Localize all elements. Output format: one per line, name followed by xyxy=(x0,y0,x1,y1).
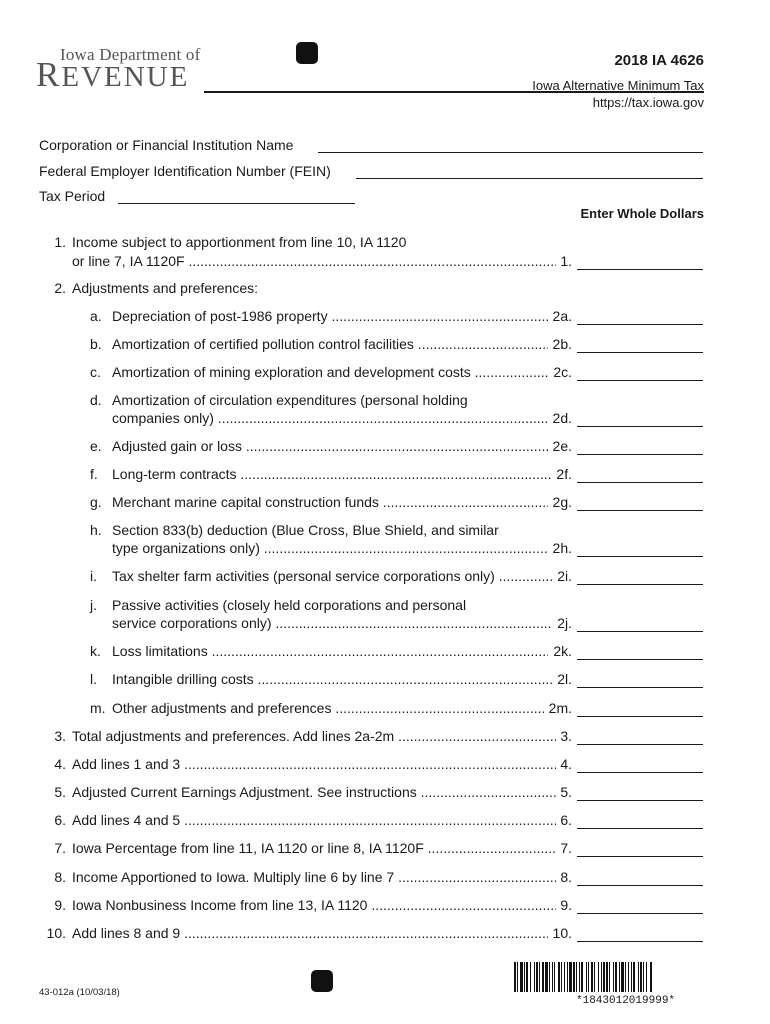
line-number: 8. xyxy=(54,869,66,885)
line-9-amount-input[interactable] xyxy=(577,913,703,914)
line-text xyxy=(112,568,554,584)
line-text: Passive activities (closely held corporations and personal xyxy=(112,597,467,613)
line-label: Other adjustments and preferences xyxy=(112,700,332,716)
tax-period-input[interactable] xyxy=(118,203,355,204)
line-text xyxy=(112,700,544,716)
barcode xyxy=(514,962,739,992)
line-2a-amount-input[interactable] xyxy=(577,324,703,325)
line-text-cont xyxy=(112,410,548,426)
line-label: Add lines 8 and 9 xyxy=(72,925,181,941)
tax-period-label: Tax Period xyxy=(39,188,106,204)
form-title: 2018 IA 4626 xyxy=(614,52,704,69)
line-text-cont xyxy=(112,540,548,556)
line-text xyxy=(112,438,548,454)
line-number: 2. xyxy=(54,280,66,296)
line-letter: k. xyxy=(90,643,101,659)
line-text xyxy=(112,336,548,352)
line-ref: 2j. xyxy=(557,615,572,631)
line-letter: h. xyxy=(90,522,102,538)
line-label: Iowa Percentage from line 11, IA 1120 or line 8, IA 1120F xyxy=(72,840,424,856)
barcode-number: *1843012019999* xyxy=(576,995,676,1007)
line-6-amount-input[interactable] xyxy=(577,828,703,829)
line-text xyxy=(112,643,548,659)
line-ref: 2a. xyxy=(552,308,572,324)
line-ref: 2l. xyxy=(557,671,572,687)
line-letter: f. xyxy=(90,466,98,482)
line-ref: 2g. xyxy=(552,494,572,510)
line-ref: 4. xyxy=(560,756,572,772)
line-2h-amount-input[interactable] xyxy=(577,556,703,557)
line-letter: i. xyxy=(90,568,97,584)
line-letter: a. xyxy=(90,308,102,324)
line-label: Adjusted gain or loss xyxy=(112,438,242,454)
line-text-cont-label: type organizations only) xyxy=(112,540,260,556)
line-label: Intangible drilling costs xyxy=(112,671,254,687)
line-number: 7. xyxy=(54,840,66,856)
fein-field-label: Federal Employer Identification Number (FEIN) xyxy=(39,163,331,179)
line-label: Depreciation of post-1986 property xyxy=(112,308,328,324)
line-ref: 2m. xyxy=(548,700,572,716)
line-2b-amount-input[interactable] xyxy=(577,352,703,353)
line-label: Iowa Nonbusiness Income from line 13, IA 1120 xyxy=(72,897,368,913)
line-label: Amortization of mining exploration and development costs xyxy=(112,364,471,380)
line-label: Amortization of certified pollution control facilities xyxy=(112,336,414,352)
line-2l-amount-input[interactable] xyxy=(577,687,703,688)
line-text: Section 833(b) deduction (Blue Cross, Blue Shield, and similar xyxy=(112,522,499,538)
line-4-amount-input[interactable] xyxy=(577,772,703,773)
line-2i-amount-input[interactable] xyxy=(577,584,703,585)
line-number: 6. xyxy=(54,812,66,828)
line-2m-amount-input[interactable] xyxy=(577,716,703,717)
line-text: Adjustments and preferences: xyxy=(72,280,258,296)
line-text-cont-label: companies only) xyxy=(112,410,214,426)
line-ref: 2e. xyxy=(552,438,572,454)
line-number: 4. xyxy=(54,756,66,772)
agency-name: Iowa Department of xyxy=(60,45,201,64)
line-letter: l. xyxy=(90,671,97,687)
website-link[interactable]: https://tax.iowa.gov xyxy=(592,95,704,110)
line-2e-amount-input[interactable] xyxy=(577,454,703,455)
line-ref: 2f. xyxy=(556,466,572,482)
line-ref: 7. xyxy=(560,840,572,856)
line-label: Total adjustments and preferences. Add lines 2a-2m xyxy=(72,728,395,744)
line-ref: 3. xyxy=(560,728,572,744)
line-2j-amount-input[interactable] xyxy=(577,631,703,632)
agency-logo-revenue xyxy=(36,57,189,92)
line-label: Merchant marine capital construction funds xyxy=(112,494,379,510)
line-ref: 2b. xyxy=(552,336,572,352)
line-text: Amortization of circulation expenditures (personal holding xyxy=(112,392,468,408)
line-text xyxy=(72,925,548,941)
line-text xyxy=(72,840,556,856)
line-text-cont xyxy=(72,253,556,269)
line-letter: e. xyxy=(90,438,102,454)
line-text xyxy=(72,897,556,913)
line-ref: 2h. xyxy=(552,540,572,556)
line-letter: g. xyxy=(90,494,102,510)
line-number: 5. xyxy=(54,784,66,800)
line-2k-amount-input[interactable] xyxy=(577,659,703,660)
line-label: Income Apportioned to Iowa. Multiply line 6 by line 7 xyxy=(72,869,395,885)
line-ref: 5. xyxy=(560,784,572,800)
line-2f-amount-input[interactable] xyxy=(577,482,703,483)
line-8-amount-input[interactable] xyxy=(577,885,703,886)
barcode-bar xyxy=(650,962,652,992)
line-text-cont-label: or line 7, IA 1120F xyxy=(72,253,185,269)
line-ref: 2k. xyxy=(553,643,572,659)
line-text xyxy=(72,728,556,744)
fein-input[interactable] xyxy=(356,178,703,179)
line-text xyxy=(112,671,552,687)
line-ref: 2i. xyxy=(557,568,572,584)
line-number: 9. xyxy=(54,897,66,913)
line-ref: 6. xyxy=(560,812,572,828)
registration-mark-bottom xyxy=(311,970,333,992)
line-2d-amount-input[interactable] xyxy=(577,426,703,427)
line-label: Adjusted Current Earnings Adjustment. See instructions xyxy=(72,784,417,800)
line-10-amount-input[interactable] xyxy=(577,941,703,942)
registration-mark-top xyxy=(296,42,318,64)
line-label: Add lines 1 and 3 xyxy=(72,756,181,772)
line-number: 1. xyxy=(54,234,66,250)
line-ref: 9. xyxy=(560,897,572,913)
line-label: Loss limitations xyxy=(112,643,208,659)
line-letter: j. xyxy=(90,597,97,613)
line-7-amount-input[interactable] xyxy=(577,856,703,857)
line-ref: 10. xyxy=(552,925,572,941)
line-text xyxy=(72,784,556,800)
line-label: Add lines 4 and 5 xyxy=(72,812,181,828)
logo-initial: R xyxy=(36,55,62,94)
line-letter: d. xyxy=(90,392,102,408)
line-number: 10. xyxy=(46,925,66,941)
line-text xyxy=(72,756,556,772)
line-text xyxy=(112,308,548,324)
line-ref: 2c. xyxy=(553,364,572,380)
line-text xyxy=(72,812,556,828)
line-ref: 8. xyxy=(560,869,572,885)
line-ref: 2d. xyxy=(552,410,572,426)
line-text xyxy=(112,494,548,510)
line-2c-amount-input[interactable] xyxy=(577,380,703,381)
line-text xyxy=(72,869,556,885)
logo-word: EVENUE xyxy=(61,61,190,93)
line-2g-amount-input[interactable] xyxy=(577,510,703,511)
line-ref: 1. xyxy=(560,253,572,269)
form-code: 43-012a (10/03/18) xyxy=(39,987,120,998)
enter-whole-dollars-note: Enter Whole Dollars xyxy=(580,206,704,221)
line-letter: m. xyxy=(90,700,106,716)
form-subtitle: Iowa Alternative Minimum Tax xyxy=(532,78,704,93)
name-input[interactable] xyxy=(318,152,703,153)
line-label: Long-term contracts xyxy=(112,466,237,482)
line-1-amount-input[interactable] xyxy=(577,269,703,270)
line-text xyxy=(112,466,552,482)
line-label: Tax shelter farm activities (personal service corporations only) xyxy=(112,568,495,584)
line-letter: c. xyxy=(90,364,101,380)
line-3-amount-input[interactable] xyxy=(577,744,703,745)
line-5-amount-input[interactable] xyxy=(577,800,703,801)
name-field-label: Corporation or Financial Institution Name xyxy=(39,137,294,153)
line-text xyxy=(112,364,548,380)
line-text-cont xyxy=(112,615,552,631)
line-letter: b. xyxy=(90,336,102,352)
line-text: Income subject to apportionment from line 10, IA 1120 xyxy=(72,234,407,250)
line-number: 3. xyxy=(54,728,66,744)
line-text-cont-label: service corporations only) xyxy=(112,615,272,631)
